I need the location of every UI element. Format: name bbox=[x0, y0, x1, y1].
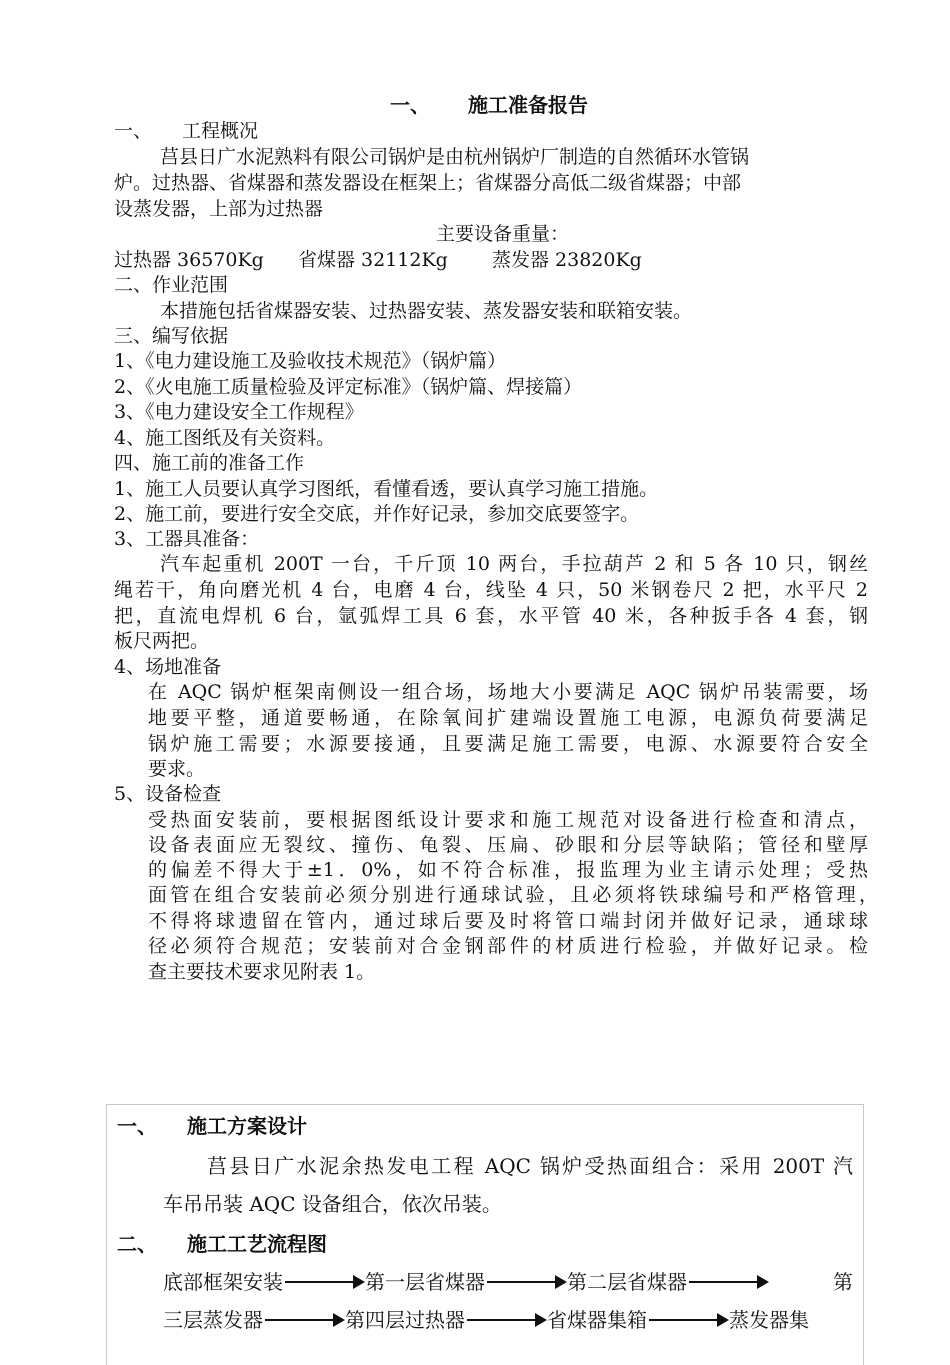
site-line: 锅炉施工需要；水源要接通，且要满足施工需要，电源、水源要符合安全 bbox=[148, 733, 868, 755]
equipment-weight-economizer: 省煤器 32112Kg bbox=[298, 249, 448, 271]
process-flow-row bbox=[163, 1269, 853, 1295]
section-1-number: 一、 bbox=[114, 120, 153, 142]
document-title bbox=[390, 92, 588, 118]
tools-line: 把，直流电焊机 6 台，氩弧焊工具 6 套，水平管 40 米，各种扳手各 4 套，钢 bbox=[114, 605, 868, 627]
basis-item: 4、施工图纸及有关资料。 bbox=[114, 427, 336, 449]
tools-line: 汽车起重机 200T 一台，千斤顶 10 两台，手拉葫芦 2 和 5 各 10 只，钢丝 bbox=[160, 553, 868, 575]
process-flow-text: 施工工艺流程图 bbox=[187, 1232, 327, 1256]
process-flow-heading bbox=[117, 1231, 327, 1257]
scheme-heading-text: 施工方案设计 bbox=[187, 1114, 307, 1138]
process-flow-row bbox=[163, 1307, 853, 1333]
process-flow-number: 二、 bbox=[117, 1232, 157, 1256]
arrow-right-icon bbox=[689, 1281, 767, 1283]
scope-text: 本措施包括省煤器安装、过热器安装、蒸发器安装和联箱安装。 bbox=[160, 300, 693, 322]
check-line: 的偏差不得大于±1．0%，如不符合标准，报监理为业主请示处理；受热 bbox=[148, 859, 868, 881]
overview-line: 设蒸发器，上部为过热器 bbox=[114, 198, 324, 220]
arrow-right-icon bbox=[649, 1319, 727, 1321]
check-line: 径必须符合规范；安装前对合金钢部件的材质进行检验，并做好记录。检 bbox=[148, 935, 868, 957]
arrow-right-icon bbox=[285, 1281, 363, 1283]
scheme-table-cell bbox=[106, 1104, 864, 1365]
scheme-paragraph-line: 车吊吊装 AQC 设备组合，依次吊装。 bbox=[163, 1192, 502, 1216]
prep-item: 3、工器具准备： bbox=[114, 528, 260, 550]
arrow-right-icon bbox=[467, 1319, 545, 1321]
scheme-heading-number: 一、 bbox=[117, 1114, 157, 1138]
prep-item: 1、施工人员要认真学习图纸，看懂看透，要认真学习施工措施。 bbox=[114, 478, 659, 500]
section-1-heading bbox=[114, 118, 258, 144]
section-4-heading: 四、施工前的准备工作 bbox=[114, 452, 305, 474]
flow-step: 第二层省煤器 bbox=[567, 1270, 687, 1294]
site-line: 要求。 bbox=[148, 758, 206, 780]
check-line: 设备表面应无裂纹、撞伤、龟裂、压扁、砂眼和分层等缺陷；管径和壁厚 bbox=[148, 834, 868, 856]
flow-step: 省煤器集箱 bbox=[547, 1308, 647, 1332]
title-text: 施工准备报告 bbox=[468, 93, 588, 117]
section-1-text: 工程概况 bbox=[182, 120, 259, 142]
check-line: 面管在组合安装前必须分别进行通球试验，且必须将铁球编号和严格管理， bbox=[148, 884, 878, 906]
equipment-weight-evaporator: 蒸发器 23820Kg bbox=[492, 249, 642, 271]
flow-step: 第 bbox=[833, 1270, 853, 1294]
flow-step: 底部框架安装 bbox=[163, 1270, 283, 1294]
flow-step: 三层蒸发器 bbox=[163, 1308, 263, 1332]
scheme-paragraph-line: 莒县日广水泥余热发电工程 AQC 锅炉受热面组合：采用 200T 汽 bbox=[207, 1154, 853, 1178]
arrow-right-icon bbox=[265, 1319, 343, 1321]
check-line: 受热面安装前，要根据图纸设计要求和施工规范对设备进行检查和清点， bbox=[148, 809, 868, 831]
basis-item: 3、《电力建设安全工作规程》 bbox=[114, 401, 364, 423]
section-2-heading: 二、作业范围 bbox=[114, 274, 229, 296]
scheme-heading bbox=[117, 1113, 307, 1139]
check-line: 不得将球遗留在管内，通过球后要及时将管口端封闭并做好记录，通球球 bbox=[148, 910, 868, 932]
site-line: 在 AQC 锅炉框架南侧设一组合场，场地大小要满足 AQC 锅炉吊装需要，场 bbox=[148, 681, 868, 703]
equipment-weight-superheater: 过热器 36570Kg bbox=[114, 249, 264, 271]
prep-item: 2、施工前，要进行安全交底，并作好记录，参加交底要签字。 bbox=[114, 503, 640, 525]
flow-step: 第四层过热器 bbox=[345, 1308, 465, 1332]
basis-item: 2、《火电施工质量检验及评定标准》（锅炉篇、焊接篇） bbox=[114, 376, 583, 398]
flow-step: 蒸发器集 bbox=[729, 1308, 809, 1332]
tools-line: 绳若干，角向磨光机 4 台，电磨 4 台，线坠 4 只，50 米钢卷尺 2 把，水平尺 2 bbox=[114, 579, 868, 601]
flow-step: 第一层省煤器 bbox=[365, 1270, 485, 1294]
site-line: 地要平整，通道要畅通，在除氧间扩建端设置施工电源，电源负荷要满足 bbox=[148, 707, 868, 729]
check-heading: 5、设备检查 bbox=[114, 783, 222, 805]
title-number: 一、 bbox=[390, 93, 430, 117]
check-line: 查主要技术要求见附表 1。 bbox=[148, 961, 376, 983]
equipment-weight-heading: 主要设备重量： bbox=[436, 223, 570, 245]
tools-line: 板尺两把。 bbox=[114, 630, 210, 652]
basis-item: 1、《电力建设施工及验收技术规范》（锅炉篇） bbox=[114, 350, 507, 372]
overview-line: 莒县日广水泥熟料有限公司锅炉是由杭州锅炉厂制造的自然循环水管锅 bbox=[160, 146, 750, 168]
site-heading: 4、场地准备 bbox=[114, 656, 222, 678]
overview-line: 炉。过热器、省煤器和蒸发器设在框架上；省煤器分高低二级省煤器；中部 bbox=[114, 172, 742, 194]
section-3-heading: 三、编写依据 bbox=[114, 325, 229, 347]
arrow-right-icon bbox=[487, 1281, 565, 1283]
